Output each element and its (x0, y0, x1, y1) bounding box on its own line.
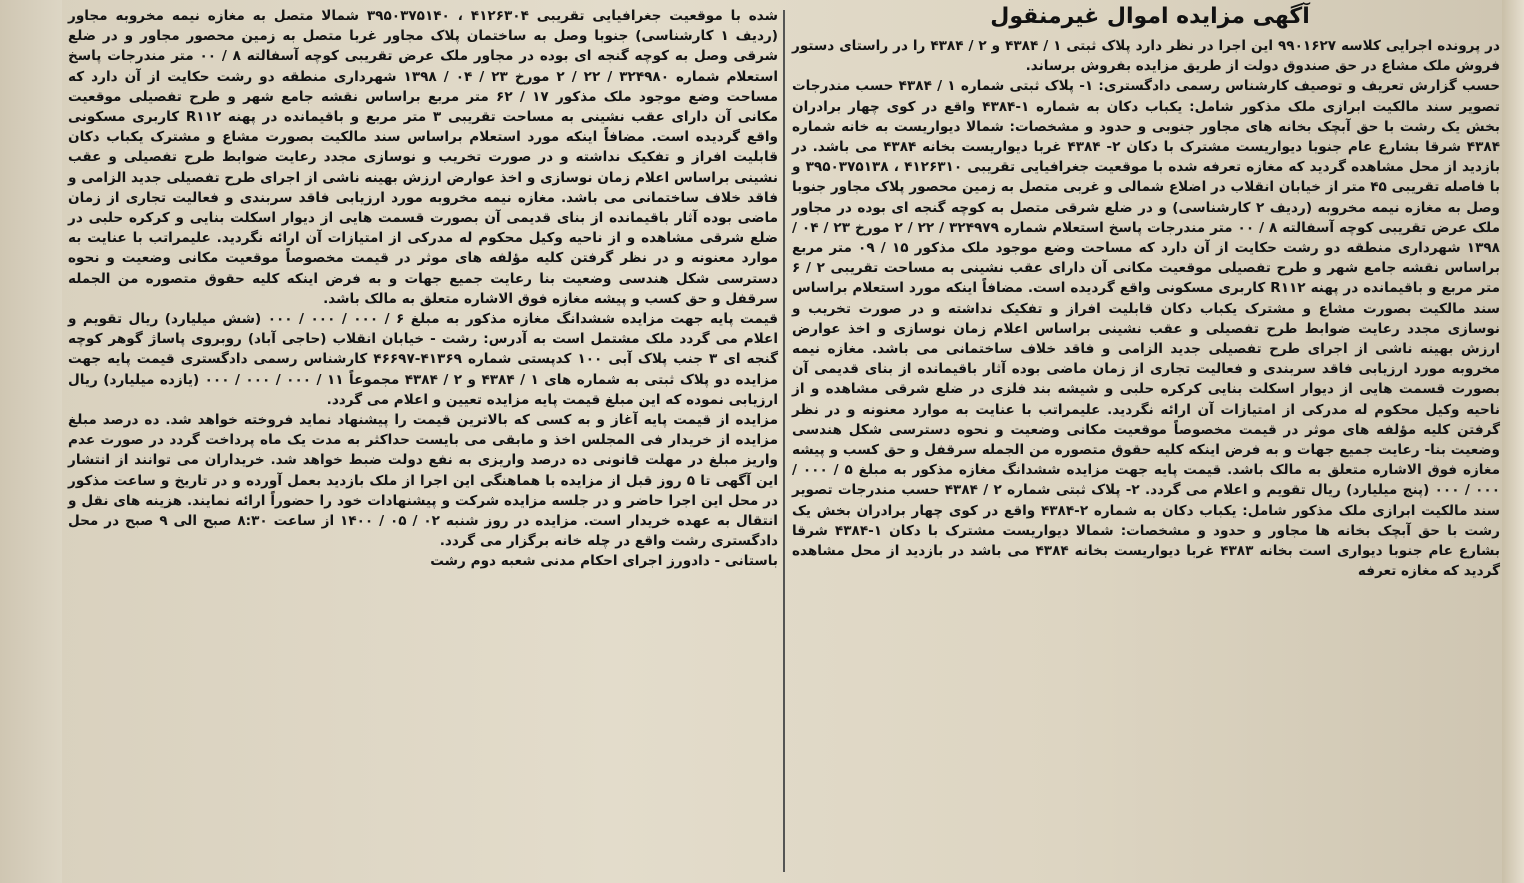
paragraph: شده با موقعیت جغرافیایی تقریبی ۴۱۲۶۳۰۴ ، ۳۹۵۰۳۷۵۱۴۰ شمالا متصل به مغازه نیمه مخروبه مجاور (ردیف ۱ کارشناسی) جنوبا وصل به ساختمان پلاک مجاور غربا متصل به زمین محصور مجاور و در ضلع شرقی وصل به کوچه گنجه ای بوده در مجاور ملک عرض تقریبی کوچه آسفالته ۸ / ۰۰ متر مندرجات پاسخ استعلام شماره ۳۲۴۹۸۰ / ۲۲ / ۲ مورخ ۲۳ / ۰۴ / ۱۳۹۸ شهرداری منطقه دو رشت حکایت از آن دارد که مساحت وضع موجود ملک مذکور ۱۷ / ۶۲ متر مربع براساس نقشه جامع شهر و طرح تفصیلی موقعیت مکانی آن دارای عقب نشینی به مساحت تقریبی ۳ متر مربع و باقیمانده در پهنه R۱۱۲ کاربری مسکونی واقع گردیده است. مضافاً اینکه مورد استعلام براساس سند مالکیت بصورت مشاع و مشترک یکباب دکان قابلیت افراز و تفکیک نداشته و در صورت تخریب و نوسازی مجدد رعایت ضوابط طرح تفصیلی و عقب نشینی براساس اعلام زمان نوسازی و اخذ عوارض ارزش بهینه ناشی از اجرای طرح تفصیلی جدید الزامی و فاقد خلاف ساختمانی می باشد. مغازه نیمه مخروبه مورد ارزیابی فاقد سربندی و فعالیت تجاری از زمان ماضی بوده آثار باقیمانده از بنای قدیمی آن بصورت قسمت هایی از دیوار اسکلت بنایی و کرکره حلبی در ضلع شرقی مشاهده و از ناحیه وکیل محکوم له مدرکی از امتیازات آن ارائه نگردید. علیمراتب با عنایت به موارد معنونه و در نظر گرفتن کلیه مؤلفه های موثر در قیمت مخصوصاً موقعیت مکانی وضعیت و نحوه دسترسی شکل هندسی وضعیت بنا رعایت جمیع جهات و به فرض اینکه کلیه حقوق متصوره من الجمله سرقفل و حق کسب و پیشه مغازه فوق الاشاره متعلق به مالک باشد. (68, 8, 779, 307)
column-divider (783, 10, 785, 872)
paragraph: حسب گزارش تعریف و توصیف کارشناس رسمی دادگستری: ۱- پلاک ثبتی شماره ۱ / ۴۳۸۴ حسب مندرجات تصویر سند مالکیت ابرازی ملک مذکور شامل: یکباب دکان به شماره ۱-۴۳۸۴ واقع در کوی چهار برادران بخش یک رشت با حق آبچک بخانه های مجاور جنوبی و حدود و مشخصات: شمالا دیواریست به خانه شماره ۴۳۸۴ شرقا بشارع عام جنوبا دیواریست مشترک با دکان ۲- ۴۳۸۴ غربا دیواریست بخانه ۴۳۸۴ می باشد. در بازدید از محل مشاهده گردید که مغازه تعرفه شده با موقعیت جغرافیایی تقریبی ۴۱۲۶۳۱۰ ، ۳۹۵۰۳۷۵۱۳۸ و با فاصله تقریبی ۴۵ متر از خیابان انقلاب در اضلاع شمالی و غربی متصل به زمین محصور پلاک مجاور جنوبا وصل به مغازه نیمه مخروبه (ردیف ۲ کارشناسی) و در ضلع شرقی متصل به کوچه گنجه ای بوده در مجاور ملک عرض تقریبی کوچه آسفالته ۸ / ۰۰ متر مندرجات پاسخ استعلام شماره ۳۲۴۹۷۹ / ۲۲ / ۲ مورخ ۲۳ / ۰۴ / ۱۳۹۸ شهرداری منطقه دو رشت حکایت از آن دارد که مساحت وضع موجود ملک مذکور ۱۵ / ۰۹ متر مربع براساس نقشه جامع شهر و طرح تفصیلی موقعیت مکانی آن دارای عقب نشینی به مساحت تقریبی ۲ / ۶ متر مربع و باقیمانده در پهنه R۱۱۲ کاربری مسکونی واقع گردیده است. مضافاً اینکه مورد استعلام براساس سند مالکیت بصورت مشاع و مشترک یکباب دکان قابلیت افراز و تفکیک نداشته و در صورت تخریب و نوسازی مجدد رعایت ضوابط طرح تفصیلی و عقب نشینی براساس اعلام زمان نوسازی و اخذ عوارض ارزش بهینه ناشی از اجرای طرح تفصیلی جدید الزامی و فاقد خلاف ساختمانی می باشد. مغازه نیمه مخروبه مورد ارزیابی فاقد سربندی و فعالیت تجاری از زمان ماضی بوده آثار باقیمانده از بنای قدیمی آن بصورت قسمت هایی از دیوار اسکلت بنایی کرکره حلبی و شیشه بند فلزی در ضلع شرقی مشاهده و از ناحیه وکیل محکوم له مدرکی از امتیازات آن ارائه نگردید. علیمراتب با عنایت به موارد معنونه و در نظر گرفتن کلیه مؤلفه های موثر در قیمت مخصوصاً موقعیت مکانی وضعیت و نحوه دسترسی شکل هندسی وضعیت بنا- رعایت جمیع جهات و به فرض اینکه کلیه حقوق متصوره من الجمله سرقفل و حق کسب و پیشه مغازه فوق الاشاره متعلق به مالک باشد. قیمت پایه جهت مزایده ششدانگ مغازه مذکور به مبلغ ۵ / ۰۰۰ / ۰۰۰ / ۰۰۰ (پنج میلیارد) ریال تقویم و اعلام می گردد. ۲- پلاک ثبتی شماره ۲ / ۴۳۸۴ حسب مندرجات تصویر سند مالکیت ابرازی ملک مذکور شامل: یکباب دکان به شماره ۲-۴۳۸۴ واقع در کوی چهار برادران بخش یک رشت با حق آبچک بخانه ها مجاور و حدود و مشخصات: شمالا دیواریست مشترک با دکان ۱-۴۳۸۴ شرقا بشارع عام جنوبا دیواری است بخانه ۴۳۸۳ غربا دیواریست بخانه ۴۳۸۴ می باشد در بازدید از محل مشاهده گردید که مغازه تعرفه (792, 78, 1501, 580)
notice-column-left (68, 6, 778, 873)
notice-title: آگهی مزایده اموال غیرمنقول (990, 4, 1310, 29)
signature-line: باستانی - دادورز اجرای احکام مدنی شعبه دوم رشت (430, 553, 778, 570)
notice-column-right (792, 36, 1500, 873)
adjacent-page-edge-right (1502, 0, 1524, 883)
paragraph: در پرونده اجرایی کلاسه ۹۹۰۱۶۲۷ این اجرا در نظر دارد پلاک ثبتی ۱ / ۴۳۸۴ و ۲ / ۴۳۸۴ را در راستای دستور فروش ملک مشاع در حق صندوق دولت از طریق مزایده بفروش برساند. (792, 38, 1500, 75)
paragraph: قیمت پایه جهت مزایده ششدانگ مغازه مذکور به مبلغ ۶ / ۰۰۰ / ۰۰۰ / ۰۰۰ (شش میلیارد) ریال تقویم و اعلام می گردد ملک مشتمل است به آدرس: رشت - خیابان انقلاب (حاجی آباد) روبروی پاساژ گوهر کوچه گنجه ای ۳ جنب پلاک آبی ۱۰۰ کدپستی شماره ۴۱۳۶۹-۴۶۶۹۷ کارشناس رسمی دادگستری قیمت پایه جهت مزایده دو پلاک ثبتی به شماره های ۱ / ۴۳۸۴ و ۲ / ۴۳۸۴ مجموعاً ۱۱ / ۰۰۰ / ۰۰۰ / ۰۰۰ (یازده میلیارد) ریال ارزیابی نموده که این مبلغ قیمت پایه مزایده تعیین و اعلام می گردد. (68, 311, 779, 408)
paragraph: مزایده از قیمت پایه آغاز و به کسی که بالاترین قیمت را پیشنهاد نماید فروخته خواهد شد. ده درصد مبلغ مزایده از خریدار فی المجلس اخذ و مابقی می بایست حداکثر به مدت یک ماه پرداخت گردد در صورت عدم واریز مبلغ در مهلت قانونی ده درصد واریزی به نفع دولت ضبط خواهد شد. خریداران می توانند از انتشار این آگهی تا ۵ روز قبل از مزایده با هماهنگی این اجرا از ملک بازدید بعمل آورده و در تاریخ و ساعت مذکور در محل این اجرا حاضر و در جلسه مزایده شرکت و پیشنهادات خود را حضوراً ارائه نمایند. هزینه های نقل و انتقال به عهده خریدار است. مزایده در روز شنبه ۰۲ / ۰۵ / ۱۴۰۰ از ساعت ۸:۳۰ صبح الی ۹ صبح در محل دادگستری رشت واقع در چله خانه برگزار می گردد. (68, 412, 778, 550)
adjacent-page-edge-left (0, 0, 62, 883)
